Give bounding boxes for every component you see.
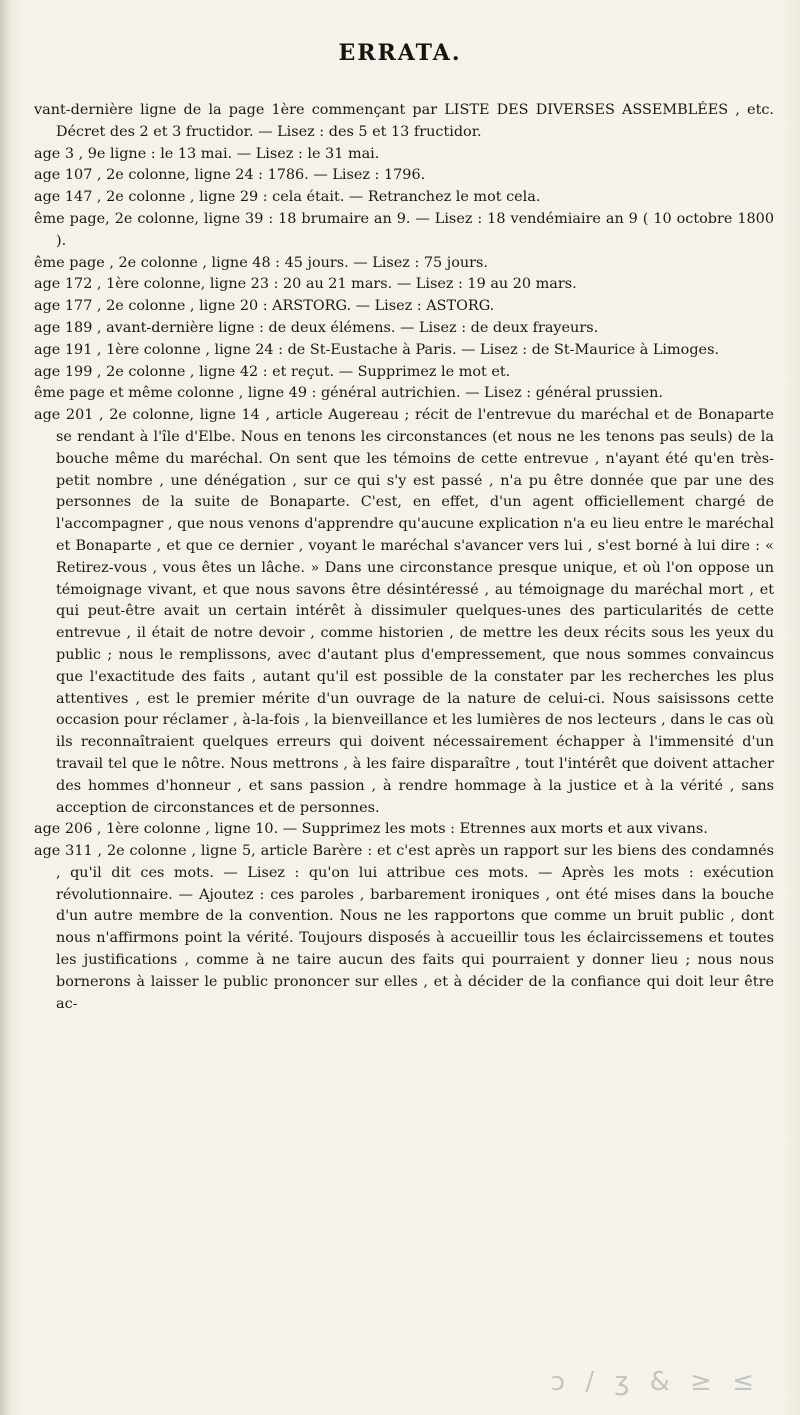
errata-entry: age 189 , avant-dernière ligne : de deux élémens. — Lisez : de deux frayeurs.: [34, 319, 599, 336]
errata-entry: ême page , 2e colonne , ligne 48 : 45 jours. — Lisez : 75 jours.: [34, 254, 489, 271]
page-title: ERRATA.: [338, 40, 462, 66]
errata-entry: age 107 , 2e colonne, ligne 24 : 1786. — Lisez : 1796.: [34, 167, 426, 184]
errata-entry: age 199 , 2e colonne , ligne 42 : et reçut. — Supprimez le mot et.: [34, 363, 511, 380]
errata-entry: age 177 , 2e colonne , ligne 20 : ARSTORG. — Lisez : ASTORG.: [34, 298, 495, 315]
errata-entry-augereau: age 201 , 2e colonne, ligne 14 , article Augereau ; récit de l'entrevue du maréchal et de Bonaparte se rendant à l'île d'Elbe. Nous en tenons les circonstances (et nous ne les tenons pas seuls) de la bouche même du maréchal. On sent que les témoins de cette entrevue , n'ayant été qu'en très-petit nombre , une dénégation , sur ce qui s'y est passé , n'a pu être donnée que par une des personnes de la suite de Bonaparte. C'est, en effet, d'un agent officiellement chargé de l'accompagner , que nous venons d'apprendre qu'aucune explication n'a eu lieu entre le maréchal et Bonaparte , et que ce dernier , voyant le maréchal s'avancer vers lui , s'est borné à lui dire : « Retirez-vous , vous êtes un lâche. » Dans une circonstance presque unique, et où l'on oppose un témoignage vivant, et que nous savons être désintéressé , au témoignage du maréchal mort , et qui peut-être avait un certain intérêt à dissimuler quelques-unes des particularités de cette entrevue , il était de notre devoir , comme historien , de mettre les deux récits sous les yeux du public ; nous le remplissons, avec d'autant plus d'empressement, que nous sommes convaincus que l'exactitude des faits , autant qu'il est possible de la constater par les recherches les plus attentives , est le premier mérite d'un ouvrage de la nature de celui-ci. Nous saisissons cette occasion pour réclamer , à-la-fois , la bienveillance et les lumières de nos lecteurs , dans le cas où ils reconnaîtraient quelques erreurs qui doivent nécessairement échapper à l'immensité d'un travail tel que le nôtre. Nous mettrons , à les faire disparaître , tout l'intérêt que doivent attacher des hommes d'honneur , et sans passion , à rendre hommage à la justice et à la vérité , sans acception de circonstances et de personnes.: [34, 407, 774, 816]
errata-entry: ême page, 2e colonne, ligne 39 : 18 brumaire an 9. — Lisez : 18 vendémiaire an 9 ( 10 octobre 1800 ).: [34, 210, 774, 249]
errata-entry: age 191 , 1ère colonne , ligne 24 : de St-Eustache à Paris. — Lisez : de St-Maurice à Limoges.: [34, 341, 720, 358]
page-spine-shadow: [0, 0, 10, 1415]
errata-list: [34, 100, 774, 1015]
errata-entry: age 206 , 1ère colonne , ligne 10. — Supprimez les mots : Etrennes aux morts et aux vivans.: [34, 821, 708, 838]
errata-entry: age 172 , 1ère colonne, ligne 23 : 20 au 21 mars. — Lisez : 19 au 20 mars.: [34, 276, 577, 293]
errata-entry: age 147 , 2e colonne , ligne 29 : cela était. — Retranchez le mot cela.: [34, 189, 541, 206]
errata-entry: ême page et même colonne , ligne 49 : général autrichien. — Lisez : général prussien.: [34, 385, 663, 402]
library-stamp-mark: ɔ / ʒ & ≥ ≤: [550, 1367, 760, 1397]
errata-entry: age 3 , 9e ligne : le 13 mai. — Lisez : le 31 mai.: [34, 145, 380, 162]
errata-entry: vant-dernière ligne de la page 1ère commençant par LISTE DES DIVERSES ASSEMBLÉES , etc. Décret des 2 et 3 fructidor. — Lisez : des 5 et 13 fructidor.: [34, 102, 774, 140]
errata-entry-barere: age 311 , 2e colonne , ligne 5, article Barère : et c'est après un rapport sur les biens des condamnés , qu'il dit ces mots. — Lisez : qu'on lui attribue ces mots. — Après les mots : exécution révolutionnaire. — Ajoutez : ces paroles , barbarement ironiques , ont été mises dans la bouche d'un autre membre de la convention. Nous ne les rapportons que comme un bruit public , dont nous n'affirmons point la vérité. Toujours disposés à accueillir tous les éclaircissemens et toutes les justifications , comme à ne taire aucun des faits qui pourraient y donner lieu ; nous nous bornerons à laisser le public prononcer sur elles , et à décider de la confiance qui doit leur être ac-: [34, 843, 774, 1012]
